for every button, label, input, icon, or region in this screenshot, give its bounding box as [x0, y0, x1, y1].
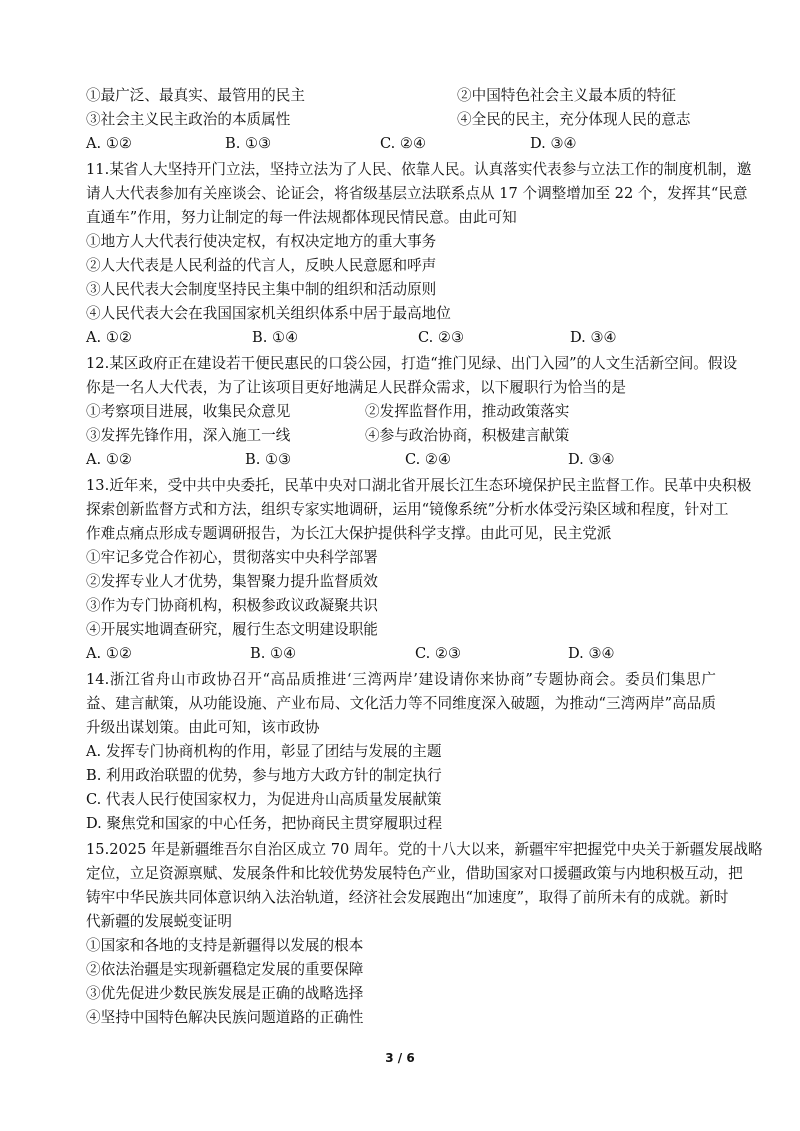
q10-choice-a: A. ①② — [86, 135, 132, 152]
q10-option-2: ②中国特色社会主义最本质的特征 — [457, 87, 676, 104]
q10-choice-c: C. ②④ — [380, 135, 427, 152]
q13-option-3: ③作为专门协商机构，积极参政议政凝聚共识 — [86, 597, 378, 614]
q11-stem-line-1: 11.某省人大坚持开门立法，坚持立法为了人民、依靠人民。认真落实代表参与立法工作的制度机制，邀 — [86, 161, 752, 178]
q12-choice-d: D. ③④ — [568, 451, 615, 468]
page-number: 3 / 6 — [385, 1051, 415, 1065]
q15-option-4: ④坚持中国特色解决民族问题道路的正确性 — [86, 1009, 364, 1026]
q14-stem-line-3: 升级出谋划策。由此可知，该市政协 — [86, 719, 320, 736]
q14-stem-line-1: 14.浙江省舟山市政协召开“高品质推进‘三湾两岸’建设请你来协商”专题协商会。委员们集思广 — [86, 671, 716, 688]
q14-option-d: D. 聚焦党和国家的中心任务，把协商民主贯穿履职过程 — [86, 815, 443, 832]
q11-choice-c: C. ②③ — [418, 329, 465, 346]
q12-choice-b: B. ①③ — [245, 451, 292, 468]
q11-option-4: ④人民代表大会在我国国家机关组织体系中居于最高地位 — [86, 305, 451, 322]
q13-option-1: ①牢记多党合作初心，贯彻落实中央科学部署 — [86, 549, 378, 566]
q12-stem-line-2: 你是一名人大代表，为了让该项目更好地满足人民群众需求，以下履职行为恰当的是 — [86, 379, 626, 396]
q14-option-a: A. 发挥专门协商机构的作用，彰显了团结与发展的主题 — [86, 743, 442, 760]
q14-option-c: C. 代表人民行使国家权力，为促进舟山高质量发展献策 — [86, 791, 442, 808]
q10-option-1: ①最广泛、最真实、最管用的民主 — [86, 87, 305, 104]
q10-option-4: ④全民的民主，充分体现人民的意志 — [457, 111, 691, 128]
q12-option-2: ②发挥监督作用，推动政策落实 — [365, 403, 570, 420]
q15-stem-line-1: 15.2025 年是新疆维吾尔自治区成立 70 周年。党的十八大以来，新疆牢牢把握党中央关于新疆发展战略 — [86, 841, 763, 858]
q15-option-1: ①国家和各地的支持是新疆得以发展的根本 — [86, 937, 364, 954]
q10-choice-d: D. ③④ — [530, 135, 577, 152]
q15-stem-line-4: 代新疆的发展蜕变证明 — [86, 913, 232, 930]
q12-option-4: ④参与政治协商，积极建言献策 — [365, 427, 570, 444]
q14-stem-line-2: 益、建言献策，从功能设施、产业布局、文化活力等不同维度深入破题，为推动“三湾两岸”高品质 — [86, 695, 716, 712]
q12-option-3: ③发挥先锋作用，深入施工一线 — [86, 427, 291, 444]
q11-choice-d: D. ③④ — [570, 329, 617, 346]
q11-option-3: ③人民代表大会制度坚持民主集中制的组织和活动原则 — [86, 281, 437, 298]
q11-stem-line-3: 直通车”作用，努力让制定的每一件法规都体现民情民意。由此可知 — [86, 209, 517, 226]
q13-choice-d: D. ③④ — [568, 645, 615, 662]
q12-choice-a: A. ①② — [86, 451, 132, 468]
q15-option-2: ②依法治疆是实现新疆稳定发展的重要保障 — [86, 961, 364, 978]
q10-choice-b: B. ①③ — [225, 135, 272, 152]
q13-option-4: ④开展实地调查研究，履行生态文明建设职能 — [86, 621, 378, 638]
q15-stem-line-2: 定位，立足资源禀赋、发展条件和比较优势发展特色产业，借助国家对口援疆政策与内地积极互动，把 — [86, 865, 743, 882]
q12-stem-line-1: 12.某区政府正在建设若干便民惠民的口袋公园，打造“推门见绿、出门入园”的人文生活新空间。假设 — [86, 355, 738, 372]
q10-option-3: ③社会主义民主政治的本质属性 — [86, 111, 291, 128]
q13-stem-line-3: 作难点痛点形成专题调研报告，为长江大保护提供科学支撑。由此可见，民主党派 — [86, 525, 612, 542]
q12-choice-c: C. ②④ — [405, 451, 452, 468]
q13-choice-c: C. ②③ — [415, 645, 462, 662]
q15-stem-line-3: 铸牢中华民族共同体意识纳入法治轨道，经济社会发展跑出“加速度”，取得了前所未有的成就。新时 — [86, 889, 729, 906]
q11-choice-b: B. ①④ — [252, 329, 299, 346]
q11-stem-line-2: 请人大代表参加有关座谈会、论证会，将省级基层立法联系点从 17 个调整增加至 22 个，发挥其“民意 — [86, 185, 748, 202]
q13-choice-a: A. ①② — [86, 645, 132, 662]
q11-choice-a: A. ①② — [86, 329, 132, 346]
q14-option-b: B. 利用政治联盟的优势，参与地方大政方针的制定执行 — [86, 767, 442, 784]
q11-option-2: ②人大代表是人民利益的代言人，反映人民意愿和呼声 — [86, 257, 437, 274]
q13-option-2: ②发挥专业人才优势，集智聚力提升监督质效 — [86, 573, 378, 590]
q13-choice-b: B. ①④ — [250, 645, 297, 662]
q13-stem-line-1: 13.近年来，受中共中央委托，民革中央对口湖北省开展长江生态环境保护民主监督工作。民革中央积极 — [86, 477, 752, 494]
q13-stem-line-2: 探索创新监督方式和方法，组织专家实地调研，运用“镜像系统”分析水体受污染区域和程度，针对工 — [86, 501, 729, 518]
q11-option-1: ①地方人大代表行使决定权，有权决定地方的重大事务 — [86, 233, 437, 250]
q15-option-3: ③优先促进少数民族发展是正确的战略选择 — [86, 985, 364, 1002]
q12-option-1: ①考察项目进展，收集民众意见 — [86, 403, 291, 420]
